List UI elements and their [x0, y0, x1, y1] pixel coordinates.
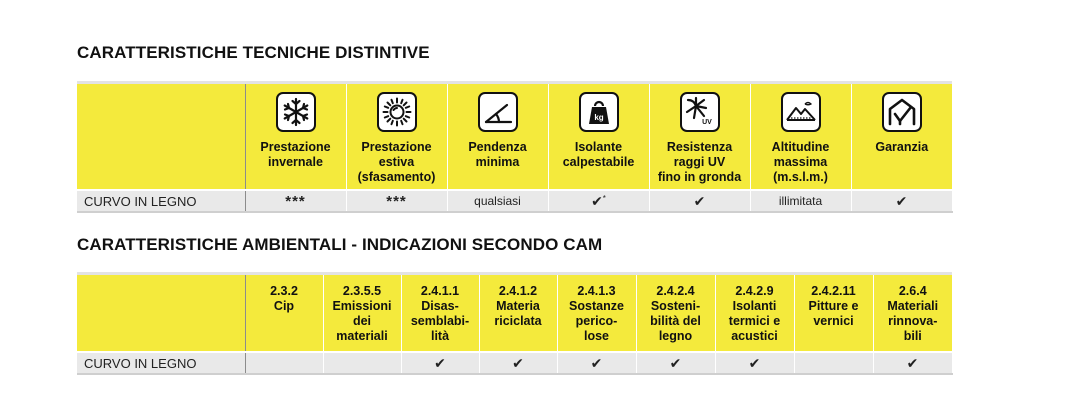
header-cell-walkable	[548, 83, 649, 191]
value-cell	[794, 352, 873, 374]
header-cell-slope	[447, 83, 548, 191]
value-cell: ✔	[873, 352, 952, 374]
slope-icon	[478, 92, 518, 132]
row-label: CURVO IN LEGNO	[77, 352, 245, 374]
header-cell-altitude	[750, 83, 851, 191]
header-cell-cam: 2.3.5.5 Emissioni dei materiali	[323, 274, 401, 353]
value-uv: ✔	[649, 190, 750, 212]
table-header-row	[77, 83, 952, 191]
header-cell-winter	[245, 83, 346, 191]
header-cell-cam: 2.4.1.2 Materia riciclata	[479, 274, 557, 353]
header-cell-cam: 2.4.1.3 Sostanze perico- lose	[557, 274, 636, 353]
uv-rays-icon	[680, 92, 720, 132]
value-cell: ✔	[557, 352, 636, 374]
weight-kg-icon	[579, 92, 619, 132]
value-cell	[323, 352, 401, 374]
header-label-uv: Resistenza raggi UV fino in gronda	[657, 140, 742, 184]
value-cell: ✔	[401, 352, 479, 374]
house-check-icon	[882, 92, 922, 132]
header-cell-cam: 2.4.2.4 Sosteni- bilità del legno	[636, 274, 715, 353]
header-label-warranty: Garanzia	[875, 140, 929, 154]
header-cell-cam: 2.4.2.9 Isolanti termici e acustici	[715, 274, 794, 353]
header-cell-warranty	[851, 83, 952, 191]
value-warranty: ✔	[851, 190, 952, 212]
value-summer: ***	[346, 190, 447, 212]
header-label-slope: Pendenza minima	[468, 140, 527, 169]
value-cell: ✔	[479, 352, 557, 374]
value-cell: ✔	[636, 352, 715, 374]
header-cell-uv	[649, 83, 750, 191]
section-title-technical: CARATTERISTICHE TECNICHE DISTINTIVE	[77, 43, 430, 62]
snowflake-icon	[276, 92, 316, 132]
header-cell-cam: 2.3.2 Cip	[245, 274, 323, 353]
mountain-icon	[781, 92, 821, 132]
value-altitude: illimitata	[750, 190, 851, 212]
header-cell-cam: 2.4.1.1 Disas- semblabi- lità	[401, 274, 479, 353]
section-title-environmental: CARATTERISTICHE AMBIENTALI - INDICAZIONI SECONDO CAM	[77, 235, 603, 254]
svg-text:UV: UV	[701, 119, 712, 126]
table-row	[77, 352, 952, 374]
header-label-altitude: Altitudine massima (m.s.l.m.)	[771, 140, 830, 184]
header-empty-cell	[77, 274, 245, 353]
value-walkable: ✔*	[548, 190, 649, 212]
table-row	[77, 190, 952, 212]
value-winter: ***	[245, 190, 346, 212]
header-cell-cam: 2.6.4 Materiali rinnova- bili	[873, 274, 952, 353]
row-label: CURVO IN LEGNO	[77, 190, 245, 212]
header-empty-cell	[77, 83, 245, 191]
value-cell: ✔	[715, 352, 794, 374]
header-cell-summer	[346, 83, 447, 191]
header-cell-cam: 2.4.2.11 Pitture e vernici	[794, 274, 873, 353]
technical-features-table	[77, 81, 953, 213]
header-label-winter: Prestazione invernale	[260, 140, 331, 169]
header-label-walkable: Isolante calpestabile	[562, 140, 635, 169]
value-cell	[245, 352, 323, 374]
value-slope: qualsiasi	[447, 190, 548, 212]
header-label-summer: Prestazione estiva (sfasamento)	[357, 140, 436, 184]
svg-text:kg: kg	[593, 113, 604, 122]
environmental-features-table	[77, 272, 953, 375]
table-header-row	[77, 274, 952, 353]
sun-icon	[377, 92, 417, 132]
